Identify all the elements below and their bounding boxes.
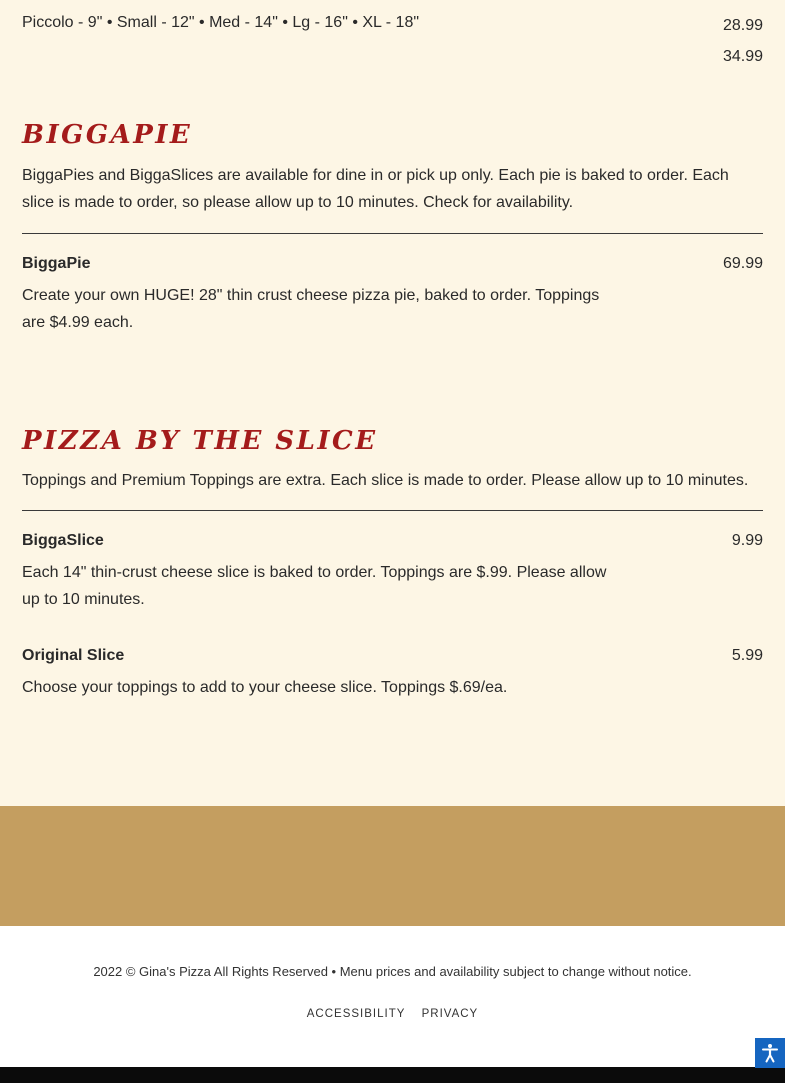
accessibility-icon — [760, 1043, 780, 1063]
item-price: 9.99 — [731, 532, 763, 549]
item-description: Choose your toppings to add to your cheese slice. Toppings $.69/ea. — [22, 679, 508, 696]
accessibility-widget-button[interactable] — [755, 1038, 785, 1068]
page-footer — [0, 926, 785, 1067]
section-title-biggapie: BIGGAPIE — [22, 120, 193, 150]
item-description: Create your own HUGE! 28" thin crust cheese pizza pie, baked to order. Toppings are $4.99 each. — [22, 287, 600, 331]
footer-links — [0, 1008, 785, 1020]
item-name: BiggaPie — [22, 255, 91, 272]
item-price: 69.99 — [722, 255, 763, 272]
section-divider — [22, 233, 763, 234]
menu-item-biggapie — [22, 254, 763, 336]
bottom-bar — [0, 1067, 785, 1083]
accessibility-link[interactable]: ACCESSIBILITY — [306, 1008, 406, 1020]
section-description: BiggaPies and BiggaSlices are available for dine in or pick up only. Each pie is baked to order. Each slice is made to order, so please allow up to 10 minutes. Check for availability. — [22, 167, 729, 211]
pizza-by-the-slice-section — [22, 424, 763, 701]
biggapie-section — [22, 118, 763, 336]
section-divider — [22, 510, 763, 511]
size-price: 34.99 — [722, 48, 763, 65]
copyright-text: 2022 © Gina's Pizza All Rights Reserved • Menu prices and availability subject to change without notice. — [93, 964, 692, 979]
section-title-slice: PIZZA BY THE SLICE — [22, 426, 378, 456]
menu-item-original-slice — [22, 646, 763, 701]
pizza-sizes-text: Piccolo - 9" • Small - 12" • Med - 14" • Lg - 16" • XL - 18" — [22, 14, 420, 31]
menu-item-biggaslice — [22, 531, 763, 613]
item-name: BiggaSlice — [22, 532, 104, 549]
decorative-band — [0, 806, 785, 926]
size-price: 28.99 — [722, 17, 763, 34]
menu-content — [22, 0, 763, 696]
size-price-row — [22, 0, 763, 100]
item-description: Each 14" thin-crust cheese slice is baked to order. Toppings are $.99. Please allow up to 10 minutes. — [22, 564, 607, 608]
item-name: Original Slice — [22, 647, 125, 664]
size-price-stack — [723, 10, 763, 72]
item-price: 5.99 — [731, 647, 763, 664]
section-description: Toppings and Premium Toppings are extra. Each slice is made to order. Please allow up to 10 minutes. — [22, 472, 749, 489]
privacy-link[interactable]: PRIVACY — [421, 1008, 479, 1020]
